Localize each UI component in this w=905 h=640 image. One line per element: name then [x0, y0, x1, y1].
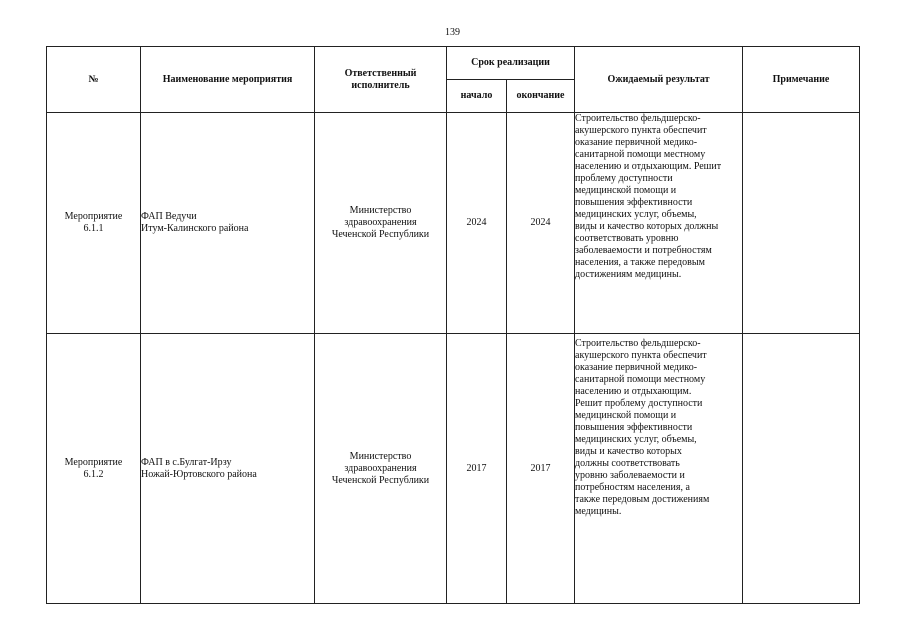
row-num: Мероприятие 6.1.1	[47, 113, 141, 334]
row-responsible: Министерство здравоохранения Чеченской Республики	[315, 113, 447, 334]
row-name: ФАП Ведучи Итум-Калинского района	[141, 113, 315, 334]
row-end: 2024	[507, 113, 575, 334]
header-responsible: Ответственный исполнитель	[315, 47, 447, 113]
header-start: начало	[447, 80, 507, 113]
row-result: Строительство фельдшерско- акушерского пункта обеспечит оказание первичной медико- санитарной помощи местному населению и отдыхающим. Решит проблему доступности медицинской помощи и повышения эффективности медицинских услуг, объемы, виды и качество которых должны соответствовать уровню заболеваемости и потребностям населения, а также передовым достижениям медицины.	[575, 113, 743, 334]
row-note	[743, 113, 860, 334]
page-number: 139	[445, 27, 460, 38]
measures-table	[46, 46, 860, 604]
row-num: Мероприятие 6.1.2	[47, 334, 141, 604]
row-start: 2017	[447, 334, 507, 604]
table-row	[47, 113, 860, 334]
row-result: Строительство фельдшерско- акушерского пункта обеспечит оказание первичной медико- санитарной помощи местному населению и отдыхающим. Решит проблему доступности медицинской помощи и повышения эффективности медицинских услуг, объемы, виды и качество которых должны соответствовать уровню заболеваемости и потребностям населения, а также передовым достижениям медицины.	[575, 334, 743, 604]
header-name: Наименование мероприятия	[141, 47, 315, 113]
header-period: Срок реализации	[447, 47, 575, 80]
row-end: 2017	[507, 334, 575, 604]
header-end: окончание	[507, 80, 575, 113]
header-note: Примечание	[743, 47, 860, 113]
row-name: ФАП в с.Булгат-Ирзу Ножай-Юртовского района	[141, 334, 315, 604]
row-responsible: Министерство здравоохранения Чеченской Республики	[315, 334, 447, 604]
table-row	[47, 334, 860, 604]
header-num: №	[47, 47, 141, 113]
header-result: Ожидаемый результат	[575, 47, 743, 113]
row-start: 2024	[447, 113, 507, 334]
row-note	[743, 334, 860, 604]
